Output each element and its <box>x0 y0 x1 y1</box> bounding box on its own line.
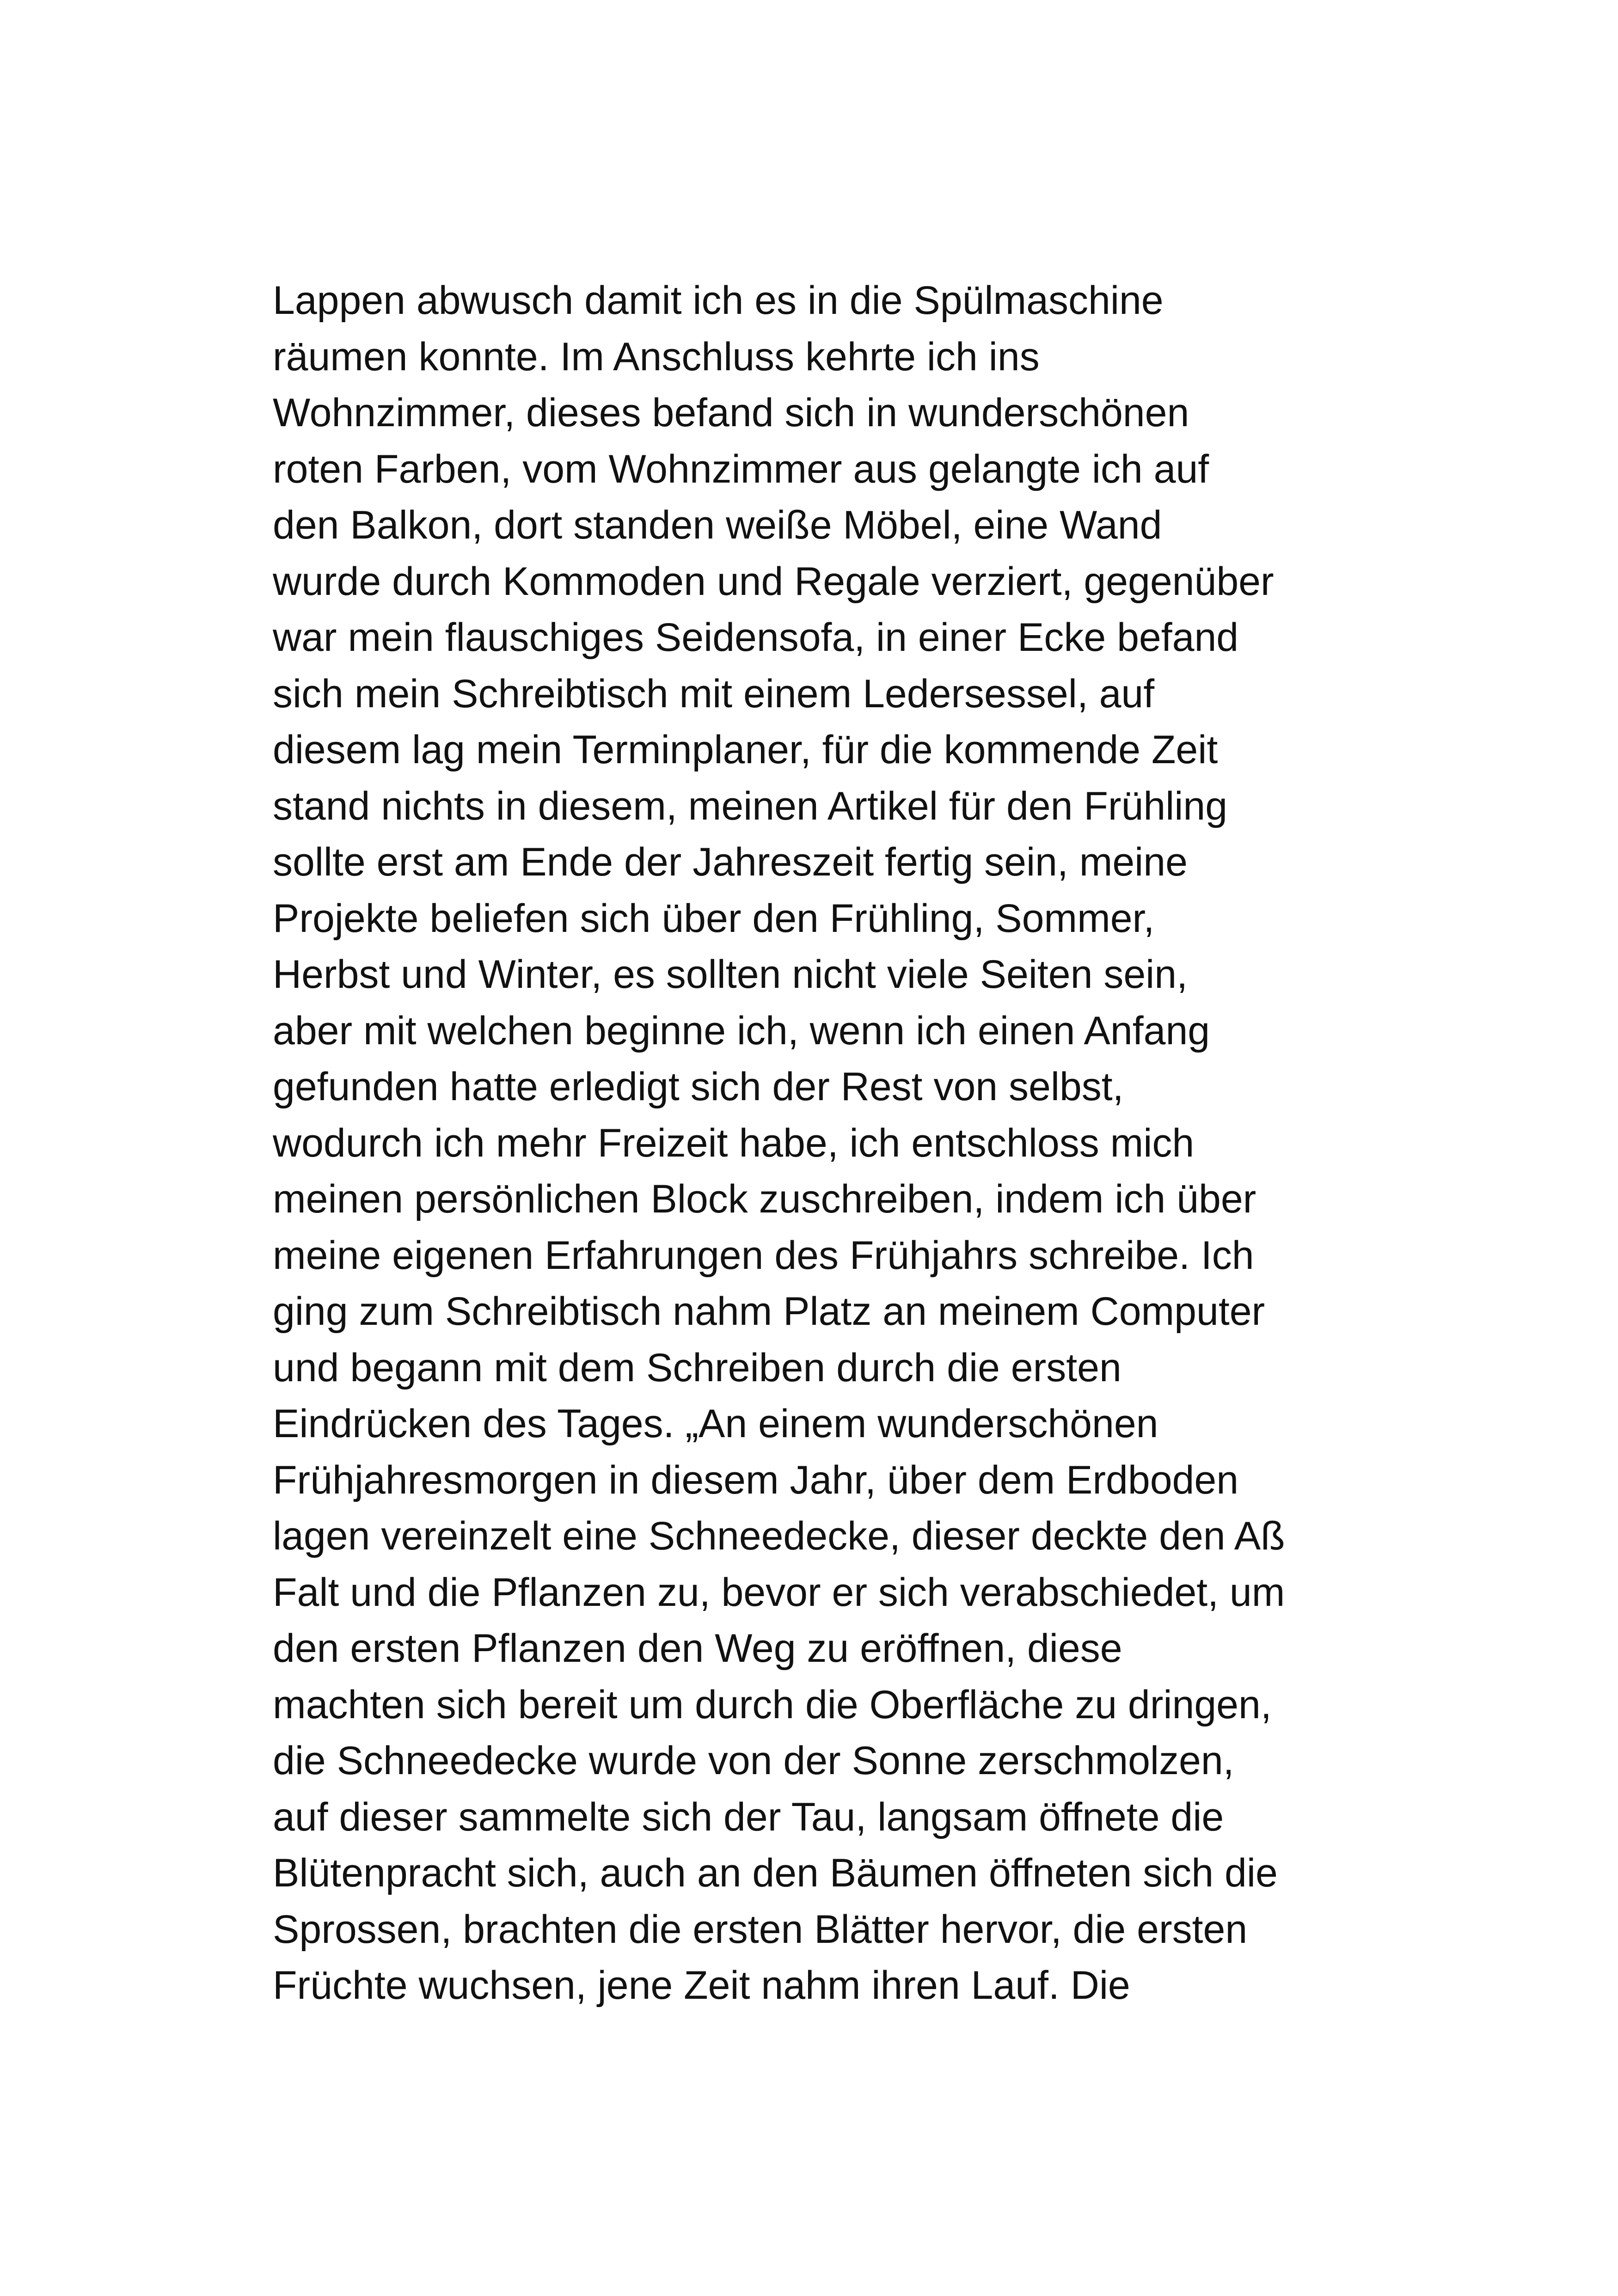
text-line: Projekte beliefen sich über den Frühling, Sommer, <box>273 896 1155 941</box>
text-line: den ersten Pflanzen den Weg zu eröffnen, diese <box>273 1626 1122 1671</box>
text-line: Blütenpracht sich, auch an den Bäumen öffneten sich die <box>273 1851 1278 1895</box>
text-line: Lappen abwusch damit ich es in die Spülmaschine <box>273 278 1164 323</box>
text-line: Sprossen, brachten die ersten Blätter hervor, die ersten <box>273 1907 1248 1952</box>
text-line: war mein flauschiges Seidensofa, in einer Ecke befand <box>273 615 1239 660</box>
text-line: Wohnzimmer, dieses befand sich in wunderschönen <box>273 391 1189 435</box>
text-line: meine eigenen Erfahrungen des Frühjahrs schreibe. Ich <box>273 1233 1254 1278</box>
body-text <box>273 273 1595 2014</box>
text-line: den Balkon, dort standen weiße Möbel, eine Wand <box>273 503 1162 547</box>
text-line: auf dieser sammelte sich der Tau, langsam öffnete die <box>273 1794 1224 1839</box>
text-line: diesem lag mein Terminplaner, für die kommende Zeit <box>273 728 1218 772</box>
text-line: aber mit welchen beginne ich, wenn ich einen Anfang <box>273 1008 1210 1053</box>
text-line: Frühjahresmorgen in diesem Jahr, über dem Erdboden <box>273 1457 1239 1502</box>
text-line: sich mein Schreibtisch mit einem Ledersessel, auf <box>273 671 1155 716</box>
text-line: Falt und die Pflanzen zu, bevor er sich verabschiedet, um <box>273 1570 1285 1615</box>
text-line: wurde durch Kommoden und Regale verziert, gegenüber <box>273 559 1274 604</box>
text-line: und begann mit dem Schreiben durch die ersten <box>273 1345 1122 1390</box>
text-line: machten sich bereit um durch die Oberfläche zu dringen, <box>273 1682 1272 1727</box>
text-line: meinen persönlichen Block zuschreiben, indem ich über <box>273 1177 1256 1221</box>
text-line: roten Farben, vom Wohnzimmer aus gelangte ich auf <box>273 447 1209 491</box>
text-line: stand nichts in diesem, meinen Artikel für den Frühling <box>273 784 1228 828</box>
text-line: gefunden hatte erledigt sich der Rest von selbst, <box>273 1065 1124 1109</box>
text-line: ging zum Schreibtisch nahm Platz an meinem Computer <box>273 1289 1265 1334</box>
text-line: sollte erst am Ende der Jahreszeit fertig sein, meine <box>273 840 1188 884</box>
text-line: die Schneedecke wurde von der Sonne zerschmolzen, <box>273 1739 1234 1783</box>
text-line: lagen vereinzelt eine Schneedecke, dieser deckte den Aß <box>273 1514 1285 1558</box>
text-line: Eindrücken des Tages. „An einem wunderschönen <box>273 1402 1158 1446</box>
text-line: räumen konnte. Im Anschluss kehrte ich ins <box>273 334 1040 379</box>
text-line: Herbst und Winter, es sollten nicht viele Seiten sein, <box>273 952 1188 997</box>
text-line: wodurch ich mehr Freizeit habe, ich entschloss mich <box>273 1120 1195 1165</box>
text-line: Früchte wuchsen, jene Zeit nahm ihren Lauf. Die <box>273 1963 1130 2008</box>
